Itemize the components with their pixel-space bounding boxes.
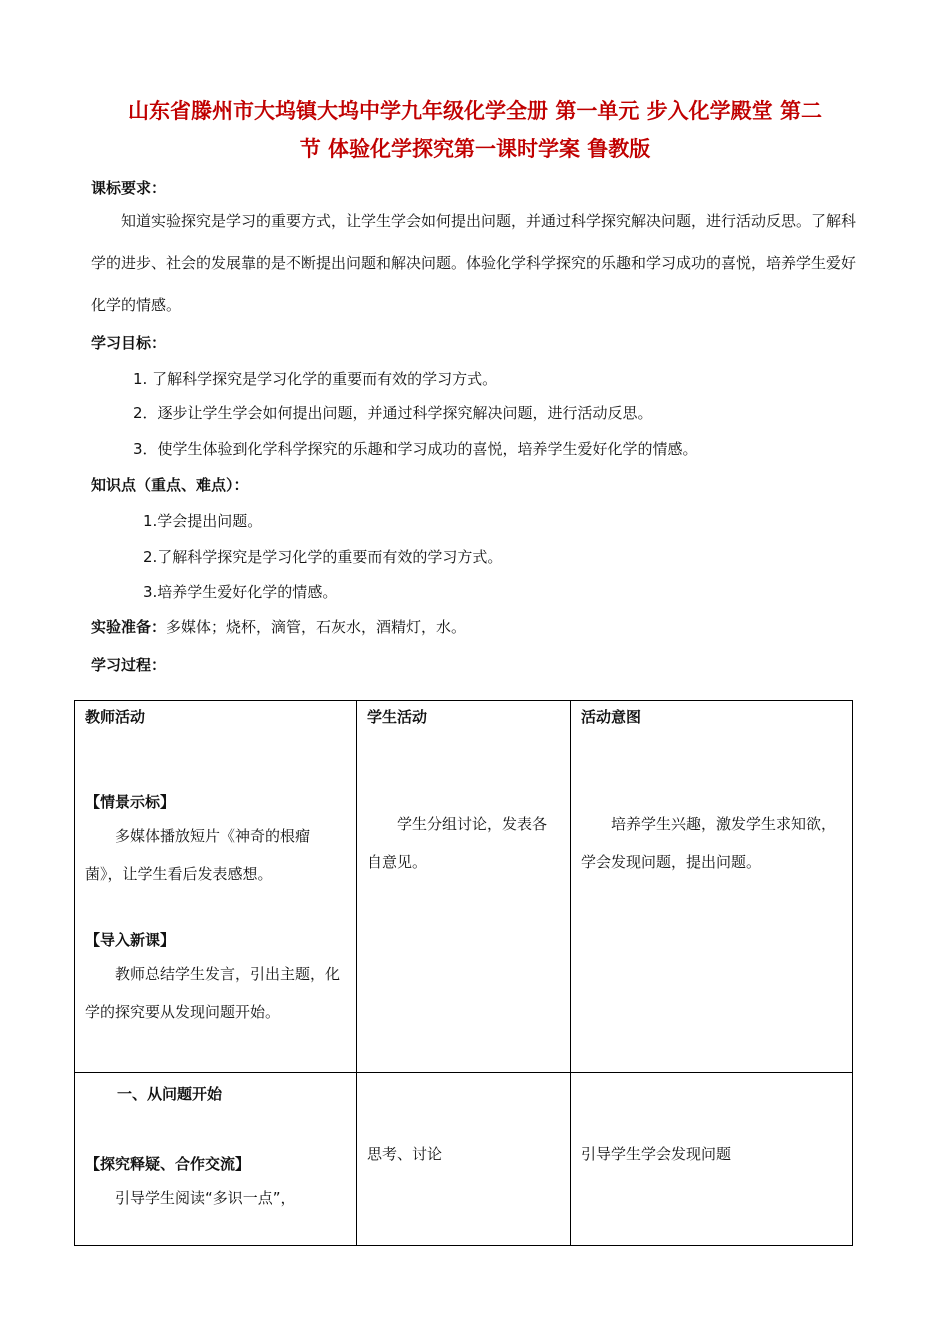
- curriculum-text: 知道实验探究是学习的重要方式，让学生学会如何提出问题，并通过科学探究解决问题，进行活动反思。了解科学的进步、社会的发展靠的是不断提出问题和解决问题。体验化学科学探究的乐趣和学习成功的喜悦，培养学生爱好化学的情感。: [91, 212, 857, 314]
- knowledge-item-3: 3.培养学生爱好化学的情感。: [143, 583, 338, 601]
- student-activity-text: 学生分组讨论，发表各自意见。: [367, 815, 548, 871]
- process-heading: 学习过程：: [91, 656, 167, 674]
- intent-cell-2: [571, 1073, 853, 1246]
- knowledge-item-1: 1.学会提出问题。: [143, 512, 263, 530]
- table-row: [75, 701, 853, 1073]
- header-intent: 活动意图: [581, 708, 642, 726]
- title-line-2: 节 体验化学探究第一课时学案 鲁教版: [299, 137, 651, 161]
- preparation-line: [91, 616, 466, 637]
- intent-text: 培养学生兴趣，激发学生求知欲，学会发现问题，提出问题。: [581, 815, 837, 871]
- intro-text: 教师总结学生发言，引出主题，化学的探究要从发现问题开始。: [85, 965, 341, 1021]
- title-line-1: 山东省滕州市大坞镇大坞中学九年级化学全册 第一单元 步入化学殿堂 第二: [128, 99, 822, 123]
- objective-item-2: 2．逐步让学生学会如何提出问题，并通过科学探究解决问题，进行活动反思。: [133, 404, 653, 422]
- knowledge-heading: 知识点（重点、难点）：: [91, 476, 249, 494]
- preparation-label: 实验准备：: [91, 618, 167, 636]
- situation-text: 多媒体播放短片《神奇的根瘤菌》，让学生看后发表感想。: [85, 827, 311, 883]
- student-cell: [357, 701, 571, 1073]
- intent-text-2: 引导学生学会发现问题: [581, 1145, 732, 1163]
- objective-item-3: 3．使学生体验到化学科学探究的乐趣和学习成功的喜悦，培养学生爱好化学的情感。: [133, 440, 698, 458]
- teacher-cell: [75, 701, 357, 1073]
- student-activity-text-2: 思考、讨论: [367, 1145, 443, 1163]
- curriculum-heading: 课标要求：: [91, 179, 167, 197]
- objective-item-1: 1. 了解科学探究是学习化学的重要而有效的学习方式。: [133, 370, 498, 388]
- explore-heading: 【探究释疑、合作交流】: [85, 1155, 251, 1173]
- section-title: 一、从问题开始: [117, 1085, 223, 1103]
- student-cell-2: [357, 1073, 571, 1246]
- situation-heading: 【情景示标】: [85, 793, 176, 811]
- document-title: [60, 92, 890, 168]
- table-row: [75, 1073, 853, 1246]
- header-student: 学生活动: [367, 708, 428, 726]
- knowledge-item-2: 2.了解科学探究是学习化学的重要而有效的学习方式。: [143, 548, 503, 566]
- header-teacher: 教师活动: [85, 708, 146, 726]
- explore-text: 引导学生阅读“多识一点”，: [115, 1189, 296, 1207]
- process-table: [74, 700, 853, 1246]
- intent-cell: [571, 701, 853, 1073]
- teacher-cell-2: [75, 1073, 357, 1246]
- intro-heading: 【导入新课】: [85, 931, 176, 949]
- preparation-text: 多媒体；烧杯，滴管，石灰水，酒精灯，水。: [166, 618, 467, 636]
- objectives-heading: 学习目标：: [91, 334, 167, 352]
